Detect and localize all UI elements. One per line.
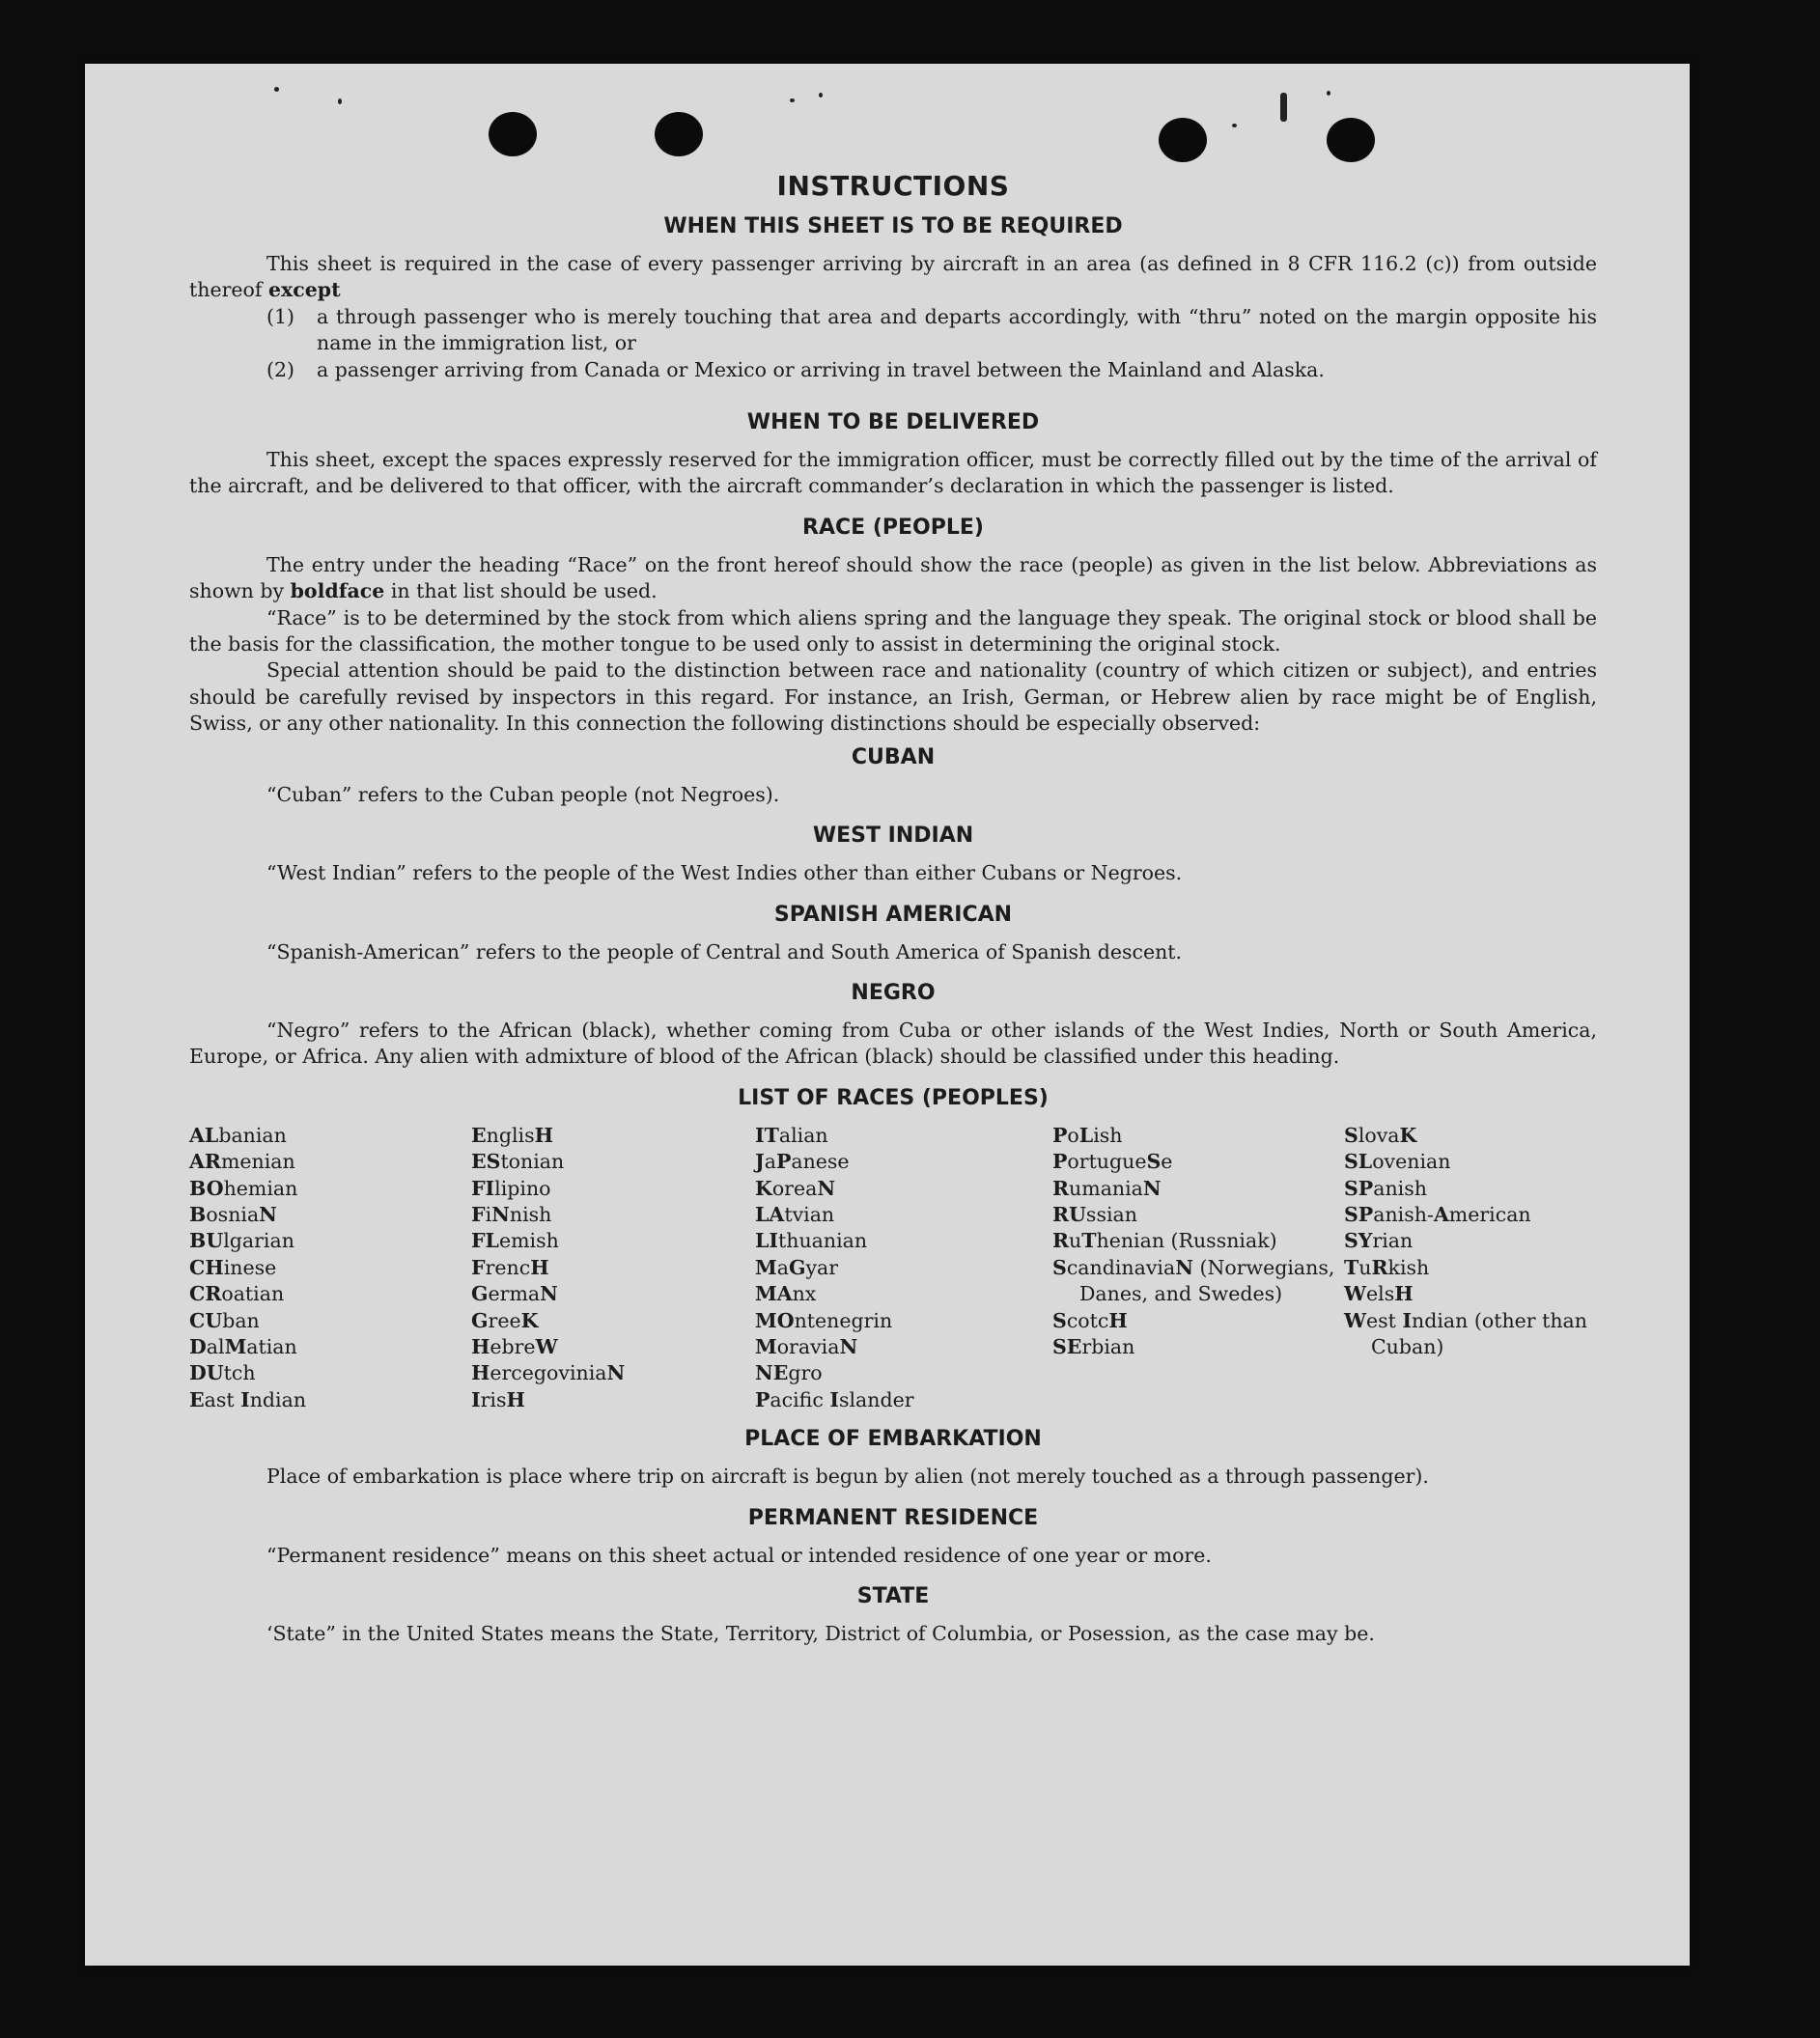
punch-hole [489, 112, 537, 156]
race-entry: BosniaN [189, 1202, 277, 1226]
race-entry: MoraviaN [755, 1334, 858, 1358]
paragraph-delivered: This sheet, except the spaces expressly reserved for the immigration officer, must be correctly filled out by the time of the arrival of the aircraft, and be delivered to that officer, with the aircraft commander’s declaration in which the passenger is listed. [189, 448, 1597, 498]
race-entry: BOhemian [189, 1176, 298, 1200]
dust-speck [819, 93, 823, 98]
race-entry: EStonian [471, 1150, 565, 1174]
heading-race: RACE (PEOPLE) [802, 515, 984, 540]
heading-west-indian: WEST INDIAN [812, 824, 974, 849]
required-intro: This sheet is required in the case of every passenger arriving by aircraft in an area (as defined in 8 CFR 116.2 (c)) from outside thereof [189, 252, 1597, 302]
paragraph-state: ‘State” in the United States means the State, Territory, District of Columbia, or Posession, as the case may be. [266, 1622, 1375, 1645]
item-number: (2) [266, 357, 295, 381]
race-entry: GermaN [471, 1282, 558, 1306]
paragraph-race-2: “Race” is to be determined by the stock from which aliens spring and the language they speak. The original stock or blood shall be the basis for the classification, the mother tongue to be used only to assist in determining the original stock. [189, 605, 1597, 656]
race-entry: East Indian [189, 1387, 307, 1411]
race-entry: SLovenian [1344, 1150, 1451, 1174]
race-entry: FIlipino [471, 1176, 551, 1200]
race-entry: DUtch [189, 1361, 256, 1385]
race-p1-a: The entry under the heading “Race” on the front hereof should show the race (people) as given in the list below. Abbreviations as shown by [189, 552, 1597, 603]
race-entry: SlovaK [1344, 1123, 1417, 1147]
race-entry: PoLish [1052, 1123, 1123, 1147]
race-entry: GreeK [471, 1308, 539, 1332]
race-entry: SPanish [1344, 1176, 1427, 1200]
race-entry: West Indian (other than Cuban) [1344, 1308, 1587, 1358]
race-entry: SErbian [1052, 1334, 1135, 1358]
race-entry: SYrian [1344, 1229, 1414, 1253]
race-entry: WelsH [1344, 1282, 1414, 1306]
paragraph-embarkation: Place of embarkation is place where trip on aircraft is begun by alien (not merely touched as a through passenger). [266, 1465, 1429, 1489]
race-entry: HercegoviniaN [471, 1361, 626, 1385]
dust-speck [338, 98, 342, 104]
race-p1-bold: boldface [290, 579, 385, 603]
item-text: a passenger arriving from Canada or Mexico or arriving in travel between the Mainland and Alaska. [317, 357, 1325, 381]
race-entry: RuThenian (Russniak) [1052, 1229, 1277, 1253]
race-entry: FLemish [471, 1229, 559, 1253]
punch-hole [1159, 118, 1207, 162]
race-entry: ScotcH [1052, 1308, 1128, 1332]
race-entry: DalMatian [189, 1334, 297, 1358]
race-entry: SPanish-American [1344, 1202, 1531, 1226]
required-item [189, 357, 1597, 383]
race-column [755, 1123, 1052, 1413]
heading-when-required: WHEN THIS SHEET IS TO BE REQUIRED [663, 214, 1123, 238]
punch-hole [655, 112, 703, 156]
dust-speck [1327, 91, 1330, 96]
required-except: except [267, 278, 341, 302]
race-entry: MAnx [755, 1282, 817, 1306]
race-entry: RUssian [1052, 1202, 1137, 1226]
dust-speck [274, 87, 279, 92]
race-entry: MaGyar [755, 1255, 839, 1279]
race-entry: CHinese [189, 1255, 277, 1279]
race-entry: LAtvian [755, 1202, 835, 1226]
item-text: a through passenger who is merely touching that area and departs accordingly, with “thru” noted on the margin opposite his name in the immigration list, or [317, 304, 1597, 355]
heading-when-delivered: WHEN TO BE DELIVERED [746, 410, 1040, 435]
race-list [189, 1123, 1597, 1413]
heading-list-of-races: LIST OF RACES (PEOPLES) [738, 1085, 1049, 1110]
race-entry: TuRkish [1344, 1255, 1430, 1279]
race-entry: Pacific Islander [755, 1387, 914, 1411]
race-column [471, 1123, 755, 1413]
punch-hole [1327, 118, 1375, 162]
race-entry: EnglisH [471, 1123, 553, 1147]
race-entry: ITalian [755, 1123, 828, 1147]
heading-cuban: CUBAN [851, 744, 936, 769]
race-column [189, 1123, 471, 1413]
race-entry: IrisH [471, 1387, 525, 1411]
heading-negro: NEGRO [851, 980, 936, 1005]
race-p1-b: in that list should be used. [390, 579, 658, 603]
dust-speck [1280, 93, 1287, 122]
paragraph-west-indian: “West Indian” refers to the people of the West Indies other than either Cubans or Negroes. [266, 861, 1183, 885]
paragraph-required [189, 251, 1597, 304]
paragraph-race-3: Special attention should be paid to the distinction between race and nationality (country of which citizen or subject), and entries should be carefully revised by inspectors in this regard. For instance, an Irish, German, or Hebrew alien by race might be of English, Swiss, or any other nationality. In this connection the following distinctions should be especially observed: [189, 658, 1597, 736]
paragraph-spanish-american: “Spanish-American” refers to the people of Central and South America of Spanish descent. [266, 939, 1183, 963]
race-column [1344, 1123, 1597, 1413]
required-item [189, 304, 1597, 357]
race-entry: KoreaN [755, 1176, 836, 1200]
race-entry: CUban [189, 1308, 260, 1332]
race-entry: ScandinaviaN (Norwegians, Danes, and Swedes) [1052, 1255, 1335, 1306]
race-entry: ALbanian [189, 1123, 287, 1147]
page-title: INSTRUCTIONS [776, 170, 1010, 202]
race-entry: BUlgarian [189, 1229, 294, 1253]
race-entry: RumaniaN [1052, 1176, 1162, 1200]
race-entry: LIthuanian [755, 1229, 868, 1253]
heading-state: STATE [856, 1584, 930, 1608]
race-entry: CRoatian [189, 1282, 285, 1306]
race-entry: FiNnish [471, 1202, 552, 1226]
item-number: (1) [266, 304, 295, 328]
paragraph-residence: “Permanent residence” means on this sheet actual or intended residence of one year or more. [266, 1543, 1212, 1567]
paragraph-cuban: “Cuban” refers to the Cuban people (not Negroes). [266, 782, 780, 806]
race-entry: NEgro [755, 1361, 823, 1385]
heading-place-of-embarkation: PLACE OF EMBARKATION [744, 1427, 1042, 1452]
race-entry: MOntenegrin [755, 1308, 893, 1332]
dust-speck [790, 98, 795, 102]
race-entry: ARmenian [189, 1150, 295, 1174]
race-entry: JaPanese [755, 1150, 850, 1174]
race-entry: FrencH [471, 1255, 549, 1279]
document-sheet [85, 64, 1690, 1966]
heading-spanish-american: SPANISH AMERICAN [773, 902, 1013, 927]
race-entry: PortugueSe [1052, 1150, 1173, 1174]
paragraph-negro: “Negro” refers to the African (black), whether coming from Cuba or other islands of the West Indies, North or South America, Europe, or Africa. Any alien with admixture of blood of the African (black) should be classified under this heading. [189, 1018, 1597, 1069]
dust-speck [1232, 124, 1237, 127]
race-column [1052, 1123, 1344, 1413]
paragraph-race-1 [189, 552, 1597, 605]
heading-permanent-residence: PERMANENT RESIDENCE [747, 1505, 1039, 1530]
race-entry: HebreW [471, 1334, 558, 1358]
instructions-content [189, 170, 1597, 1647]
